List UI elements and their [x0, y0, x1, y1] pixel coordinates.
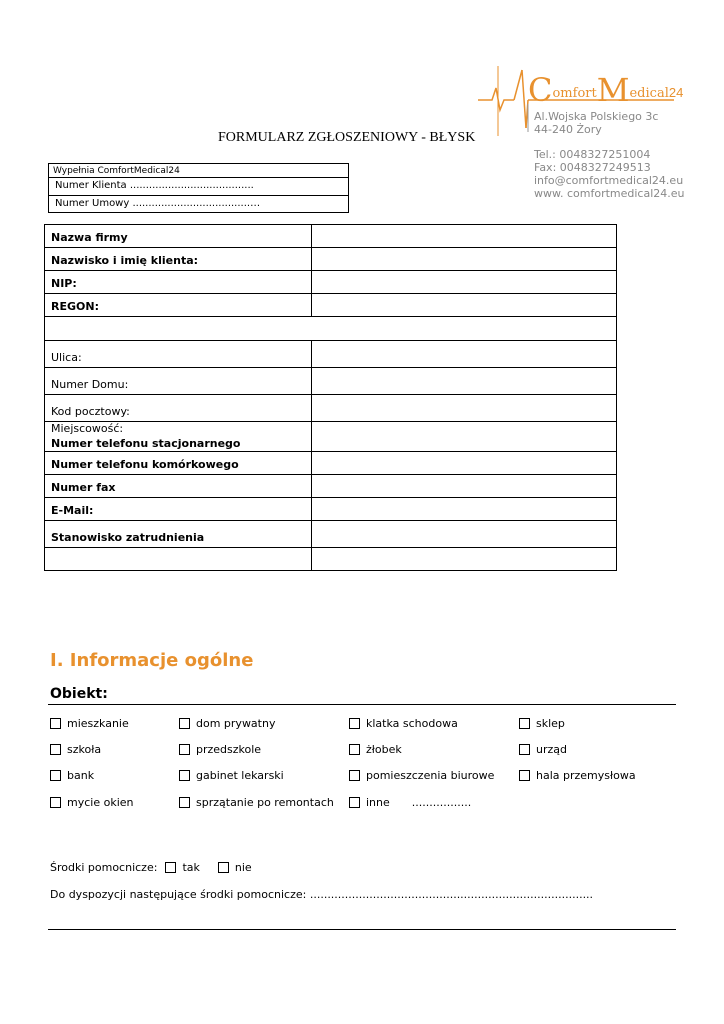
option-label: mieszkanie	[67, 717, 129, 730]
option-label: szkoła	[67, 743, 102, 756]
checkbox[interactable]	[179, 744, 190, 755]
fax-label: Numer fax	[45, 475, 312, 498]
table-row-spacer	[45, 317, 617, 341]
fax-input[interactable]	[312, 475, 617, 498]
table-row	[45, 294, 617, 317]
email-label: E-Mail:	[45, 498, 312, 521]
object-subtitle: Obiekt:	[50, 686, 108, 702]
option-przedszkole[interactable]	[179, 743, 261, 756]
regon-label: REGON:	[45, 294, 312, 317]
option-zlobek[interactable]	[349, 743, 402, 756]
option-label: tak	[182, 861, 200, 874]
checkbox[interactable]	[349, 718, 360, 729]
checkbox[interactable]	[519, 718, 530, 729]
checkbox[interactable]	[50, 770, 61, 781]
table-row	[45, 548, 617, 571]
option-label: żłobek	[366, 743, 402, 756]
checkbox[interactable]	[165, 862, 176, 873]
available-aids-line[interactable]: Do dyspozycji następujące środki pomocnicze: .................................................................................	[50, 888, 594, 901]
client-data-table	[44, 224, 617, 571]
checkbox[interactable]	[179, 718, 190, 729]
option-label: dom prywatny	[196, 717, 276, 730]
checkbox[interactable]	[179, 797, 190, 808]
staff-box-header: Wypełnia ComfortMedical24	[49, 164, 348, 178]
aids-no-option[interactable]	[218, 861, 252, 874]
option-inne[interactable]	[349, 796, 471, 809]
empty-label-cell	[45, 548, 312, 571]
option-mycie-okien[interactable]	[50, 796, 134, 809]
logo-wordmark: $C^{omfort}M^{edical24}$	[528, 71, 684, 109]
table-row	[45, 452, 617, 475]
nip-label: NIP:	[45, 271, 312, 294]
checkbox[interactable]	[179, 770, 190, 781]
aids-row	[50, 861, 252, 874]
option-label: sklep	[536, 717, 565, 730]
client-name-label: Nazwisko i imię klienta:	[45, 248, 312, 271]
empty-input-cell[interactable]	[312, 548, 617, 571]
table-row	[45, 395, 617, 422]
checkbox[interactable]	[519, 744, 530, 755]
option-mieszkanie[interactable]	[50, 717, 129, 730]
table-row	[45, 271, 617, 294]
table-row	[45, 368, 617, 395]
house-number-label: Numer Domu:	[45, 368, 312, 395]
street-label: Ulica:	[45, 341, 312, 368]
option-label: sprzątanie po remontach	[196, 796, 334, 809]
option-sprzatanie-po-remontach[interactable]	[179, 796, 334, 809]
table-row	[45, 422, 617, 452]
table-row	[45, 248, 617, 271]
aids-label: Środki pomocnicze:	[50, 861, 158, 874]
option-sklep[interactable]	[519, 717, 565, 730]
mobile-label: Numer telefonu komórkowego	[45, 452, 312, 475]
option-dom-prywatny[interactable]	[179, 717, 275, 730]
landline-label: Numer telefonu stacjonarnego	[51, 437, 241, 450]
staff-only-box	[48, 163, 349, 213]
city-label-text: Miejscowość:	[51, 422, 124, 435]
option-label: inne	[366, 796, 390, 809]
table-row	[45, 498, 617, 521]
checkbox[interactable]	[50, 744, 61, 755]
contract-number-field[interactable]: Numer Umowy .....................................…	[49, 195, 348, 212]
option-label: klatka schodowa	[366, 717, 458, 730]
house-number-input[interactable]	[312, 368, 617, 395]
checkbox[interactable]	[50, 797, 61, 808]
option-bank[interactable]	[50, 769, 94, 782]
company-name-label: Nazwa firmy	[45, 225, 312, 248]
city-input[interactable]	[312, 422, 617, 452]
option-urzad[interactable]	[519, 743, 567, 756]
checkbox[interactable]	[519, 770, 530, 781]
table-row	[45, 341, 617, 368]
option-gabinet-lekarski[interactable]	[179, 769, 284, 782]
city-label	[45, 422, 312, 452]
client-number-field[interactable]: Numer Klienta .......................................	[55, 180, 254, 191]
company-website: www. comfortmedical24.eu	[534, 187, 685, 200]
checkbox[interactable]	[349, 770, 360, 781]
company-phone: Tel.: 0048327251004	[534, 148, 651, 161]
regon-input[interactable]	[312, 294, 617, 317]
street-input[interactable]	[312, 341, 617, 368]
option-label: nie	[234, 861, 252, 874]
company-address-line1: Al.Wojska Polskiego 3c	[534, 110, 659, 123]
position-input[interactable]	[312, 521, 617, 548]
divider	[48, 929, 676, 930]
client-name-input[interactable]	[312, 248, 617, 271]
option-label: gabinet lekarski	[196, 769, 284, 782]
option-label: bank	[67, 769, 95, 782]
section-title-general-info: I. Informacje ogólne	[50, 650, 254, 671]
mobile-input[interactable]	[312, 452, 617, 475]
option-label: pomieszczenia biurowe	[366, 769, 495, 782]
option-label: urząd	[536, 743, 567, 756]
email-input[interactable]	[312, 498, 617, 521]
option-pomieszczenia-biurowe[interactable]	[349, 769, 494, 782]
other-input-dots[interactable]: .................	[411, 796, 472, 809]
option-label: mycie okien	[67, 796, 134, 809]
aids-yes-option[interactable]	[165, 861, 199, 874]
company-address-line2: 44-240 Żory	[534, 123, 602, 136]
checkbox[interactable]	[50, 718, 61, 729]
nip-input[interactable]	[312, 271, 617, 294]
form-title: FORMULARZ ZGŁOSZENIOWY - BŁYSK	[218, 130, 476, 145]
postal-code-input[interactable]	[312, 395, 617, 422]
table-row	[45, 521, 617, 548]
checkbox[interactable]	[349, 744, 360, 755]
empty-spacer-cell	[45, 317, 617, 341]
postal-code-label: Kod pocztowy:	[45, 395, 312, 422]
checkbox[interactable]	[349, 797, 360, 808]
company-fax: Fax: 0048327249513	[534, 161, 651, 174]
option-hala-przemyslowa[interactable]	[519, 769, 636, 782]
option-klatka-schodowa[interactable]	[349, 717, 458, 730]
table-row	[45, 475, 617, 498]
option-label: przedszkole	[196, 743, 262, 756]
divider	[48, 704, 676, 705]
position-label: Stanowisko zatrudnienia	[45, 521, 312, 548]
table-row	[45, 225, 617, 248]
option-label: hala przemysłowa	[536, 769, 636, 782]
option-szkola[interactable]	[50, 743, 101, 756]
company-name-input[interactable]	[312, 225, 617, 248]
checkbox[interactable]	[218, 862, 229, 873]
company-email: info@comfortmedical24.eu	[534, 174, 684, 187]
